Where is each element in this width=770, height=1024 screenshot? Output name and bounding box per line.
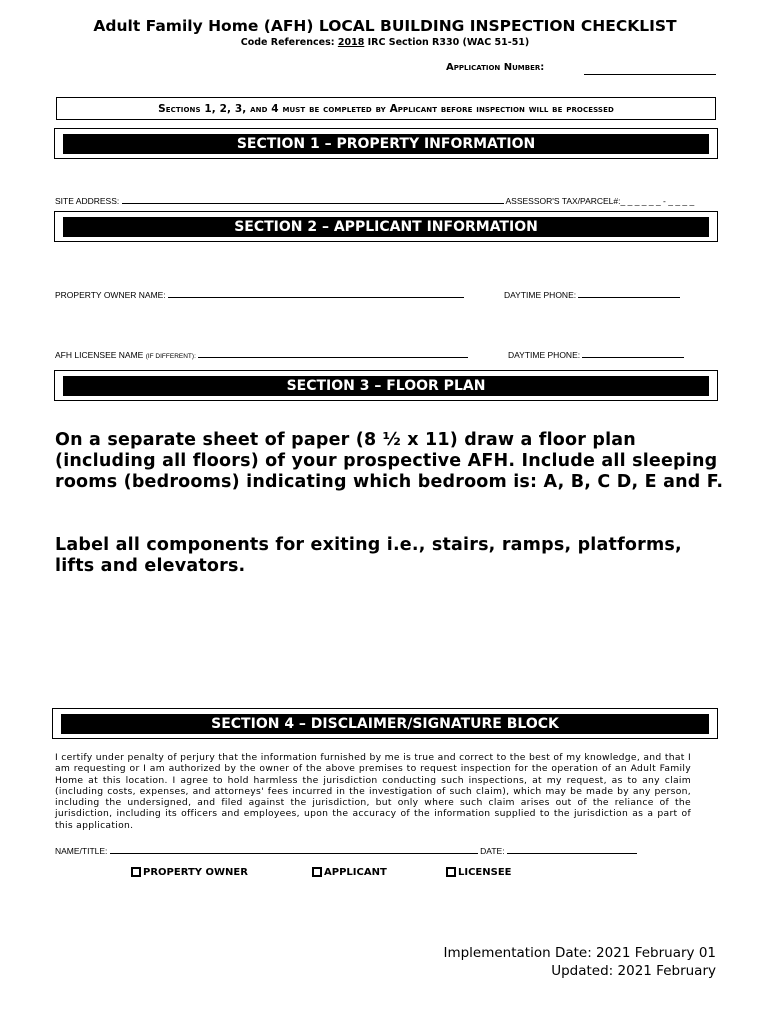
application-number-field[interactable] <box>584 74 716 75</box>
footer <box>443 944 716 980</box>
checkbox-applicant[interactable] <box>312 867 387 878</box>
floor-plan-instructions: On a separate sheet of paper (8 ½ x 11) draw a floor plan (including all floors) of your prospective AFH. Include all sleeping rooms (bedrooms) indicating which bedroom is: A, B, C D, E and F. <box>55 430 724 492</box>
licensee-name-label: AFH LICENSEE NAME <box>55 350 146 360</box>
site-address-row <box>55 195 694 206</box>
section-1-header-box <box>54 128 718 159</box>
checkbox-applicant-label: APPLICANT <box>324 867 387 878</box>
parcel-label: ASSESSOR'S TAX/PARCEL#: <box>503 196 621 206</box>
checkbox-property-owner-label: PROPERTY OWNER <box>143 867 248 878</box>
checkbox-licensee-label: LICENSEE <box>458 867 512 878</box>
section-2-header-box <box>54 211 718 242</box>
checkbox-licensee[interactable] <box>446 867 512 878</box>
name-title-row <box>55 845 637 856</box>
disclaimer-text: I certify under penalty of perjury that the information furnished by me is true and correct to the best of my knowledge, and that I am requesting or I am authorized by the owner of the above premises to request inspection for the operation of an Adult Family Home at this location. I agree to hold harmless the jurisdiction conducting such inspections, at my request, as to any claim (including costs, expenses, and attorneys' fees incurred in the investigation of such claim), which may be made by any person, including the undersigned, and filed against the jurisdiction, but only where such claim arises out of the reliance of the jurisdiction, including its officers and employees, upon the accuracy of the information supplied to the jurisdiction as a part of this application. <box>55 752 691 831</box>
licensee-name-note: (IF DIFFERENT): <box>145 353 196 360</box>
owner-name-label: PROPERTY OWNER NAME: <box>55 290 169 300</box>
licensee-phone-label: DAYTIME PHONE: <box>508 350 583 360</box>
date-label: DATE: <box>477 846 507 856</box>
site-address-label: SITE ADDRESS: <box>55 196 122 206</box>
exiting-instructions: Label all components for exiting i.e., stairs, ramps, platforms, lifts and elevators. <box>55 535 682 576</box>
owner-phone-field[interactable] <box>578 289 680 298</box>
site-address-field[interactable] <box>122 195 504 204</box>
owner-name-field[interactable] <box>168 289 464 298</box>
section-1-heading: SECTION 1 – PROPERTY INFORMATION <box>63 134 709 154</box>
application-number-label: Application Number: <box>446 62 545 73</box>
licensee-name-field[interactable] <box>198 349 468 358</box>
section-4-header-box <box>52 708 718 739</box>
parcel-field[interactable]: _ _ _ _ _ _ - _ _ _ _ <box>620 196 695 206</box>
section-3-heading: SECTION 3 – FLOOR PLAN <box>63 376 709 396</box>
name-title-field[interactable] <box>110 845 478 854</box>
licensee-phone-field[interactable] <box>582 349 684 358</box>
checkbox-property-owner[interactable] <box>131 867 248 878</box>
notice-text: Sections 1, 2, 3, and 4 must be completed by Applicant before inspection will be processed <box>158 103 614 115</box>
checkbox-icon[interactable] <box>312 867 322 877</box>
name-title-label: NAME/TITLE: <box>55 846 110 856</box>
document-title: Adult Family Home (AFH) LOCAL BUILDING INSPECTION CHECKLIST <box>93 17 677 35</box>
owner-name-row <box>55 289 464 300</box>
updated-date: Updated: 2021 February <box>551 963 716 979</box>
licensee-name-row <box>55 349 468 360</box>
implementation-date: Implementation Date: 2021 February 01 <box>443 945 716 961</box>
licensee-phone-row <box>508 349 684 360</box>
code-ref-prefix: Code References: <box>240 37 338 48</box>
section-4-heading: SECTION 4 – DISCLAIMER/SIGNATURE BLOCK <box>61 714 709 734</box>
owner-phone-label: DAYTIME PHONE: <box>504 290 579 300</box>
code-ref-year: 2018 <box>337 37 365 48</box>
section-3-header-box <box>54 370 718 401</box>
date-field[interactable] <box>507 845 637 854</box>
checkbox-icon[interactable] <box>446 867 456 877</box>
section-2-heading: SECTION 2 – APPLICANT INFORMATION <box>63 217 709 237</box>
owner-phone-row <box>504 289 680 300</box>
code-references <box>0 37 770 48</box>
code-ref-suffix: IRC Section R330 (WAC 51-51) <box>364 37 530 48</box>
checkbox-icon[interactable] <box>131 867 141 877</box>
